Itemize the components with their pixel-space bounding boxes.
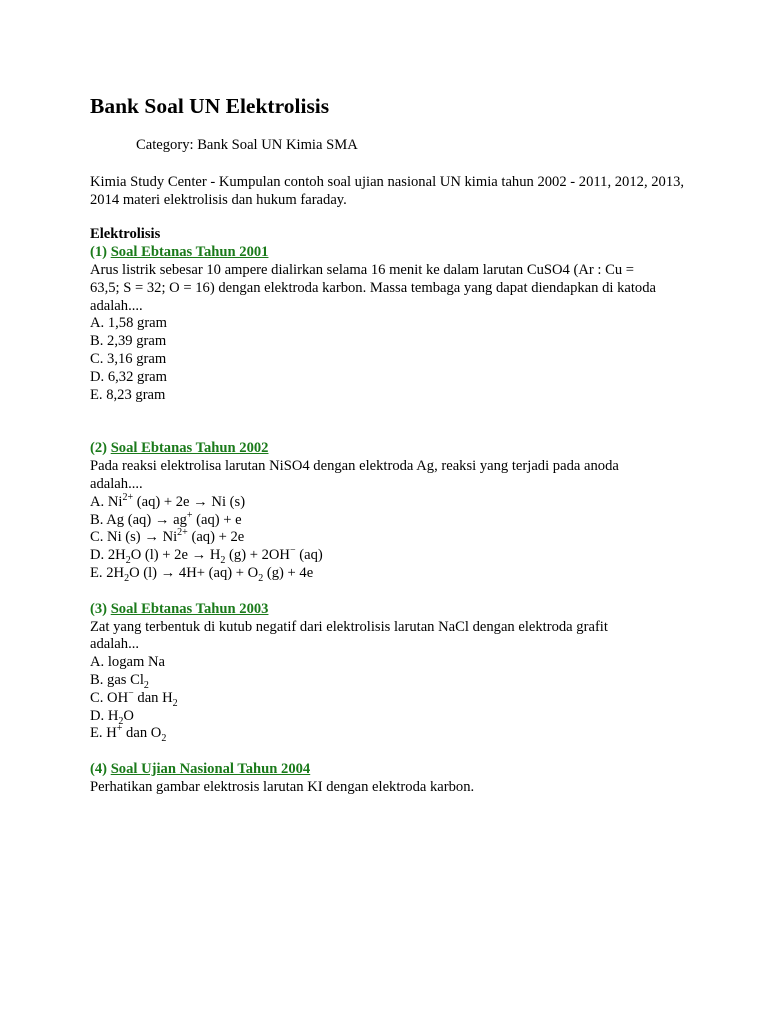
document-page (90, 93, 690, 797)
question-2-option-c: C. Ni $(s) \to Ni^{2+}$ (aq) + 2e (90, 527, 245, 546)
question-3-link[interactable]: Soal Ebtanas Tahun 2003 (110, 600, 269, 617)
category-label: Category: Bank Soal UN Kimia SMA (136, 137, 358, 153)
intro-paragraph: Kimia Study Center - Kumpulan contoh soal ujian nasional UN kimia tahun 2002 - 2011, 2012, 2013, 2014 materi elektrolisis dan hukum faraday. (90, 173, 685, 208)
question-3-heading (90, 601, 690, 619)
question-3-option-e: E. H+ dan $O_2$ (90, 723, 167, 745)
question-1-option-a: A. 1,58 gram (90, 315, 168, 332)
question-3-option-c: C. OH− dan $H_2$ (90, 687, 178, 709)
question-2-option-d: D. $2H_2O$ $(l) + 2e \to H_2$ (g) + 2OH− (aq) (90, 545, 323, 567)
question-4-stem-line: Perhatikan gambar elektrosis larutan KI dengan elektroda karbon. (90, 778, 475, 795)
question-3-option-a: A. logam Na (90, 654, 165, 671)
question-2-stem-line: adalah.... (90, 475, 143, 492)
question-2-heading (90, 440, 690, 458)
question-3-number: (3) (90, 600, 108, 617)
question-2-option-b: B. Ag (aq) → ag+ (aq) + e (90, 509, 242, 528)
question-1-option-e: E. 8,23 gram (90, 386, 166, 403)
question-3-stem-line: adalah... (90, 636, 140, 653)
question-1-option-b: B. 2,39 gram (90, 333, 167, 350)
question-2 (90, 440, 690, 582)
question-2-option-e: E. $2H_2O$ $(l) \to 4H+ (aq) + O_2$ (g) + 4e (90, 564, 314, 584)
question-1-option-d: D. 6,32 gram (90, 368, 168, 385)
question-2-number: (2) (90, 440, 108, 457)
question-1-stem-line: Arus listrik sebesar 10 ampere dialirkan selama 16 menit ke dalam larutan CuSO4 (Ar : Cu = (90, 261, 635, 278)
question-4 (90, 761, 690, 797)
question-2-option-a: A. $Ni^{2+}$ (aq) + 2e → Ni (s) (90, 491, 246, 510)
question-1-stem-line: adalah.... (90, 297, 143, 314)
question-3 (90, 601, 690, 743)
question-3-option-b: B. gas $Cl_2$ (90, 671, 149, 691)
question-4-heading (90, 761, 690, 779)
question-2-link[interactable]: Soal Ebtanas Tahun 2002 (110, 440, 269, 457)
question-1-link[interactable]: Soal Ebtanas Tahun 2001 (110, 244, 269, 261)
question-2-stem-line: Pada reaksi elektrolisa larutan NiSO4 dengan elektroda Ag, reaksi yang terjadi pada anoda (90, 458, 619, 475)
question-1-number: (1) (90, 244, 108, 261)
question-1-option-c: C. 3,16 gram (90, 350, 167, 367)
question-3-option-d: D. $H_2O$ (90, 707, 134, 727)
question-1 (90, 244, 690, 404)
question-1-stem-line: 63,5; S = 32; O = 16) dengan elektroda karbon. Massa tembaga yang dapat diendapkan di katoda (90, 279, 657, 296)
question-3-stem-line: Zat yang terbentuk di kutub negatif dari elektrolisis larutan NaCl dengan elektroda grafit (90, 618, 608, 635)
question-1-heading (90, 244, 690, 262)
section-heading: Elektrolisis (90, 226, 161, 243)
page-title: Bank Soal UN Elektrolisis (90, 94, 330, 118)
question-4-link[interactable]: Soal Ujian Nasional Tahun 2004 (110, 761, 311, 778)
question-4-number: (4) (90, 761, 108, 778)
